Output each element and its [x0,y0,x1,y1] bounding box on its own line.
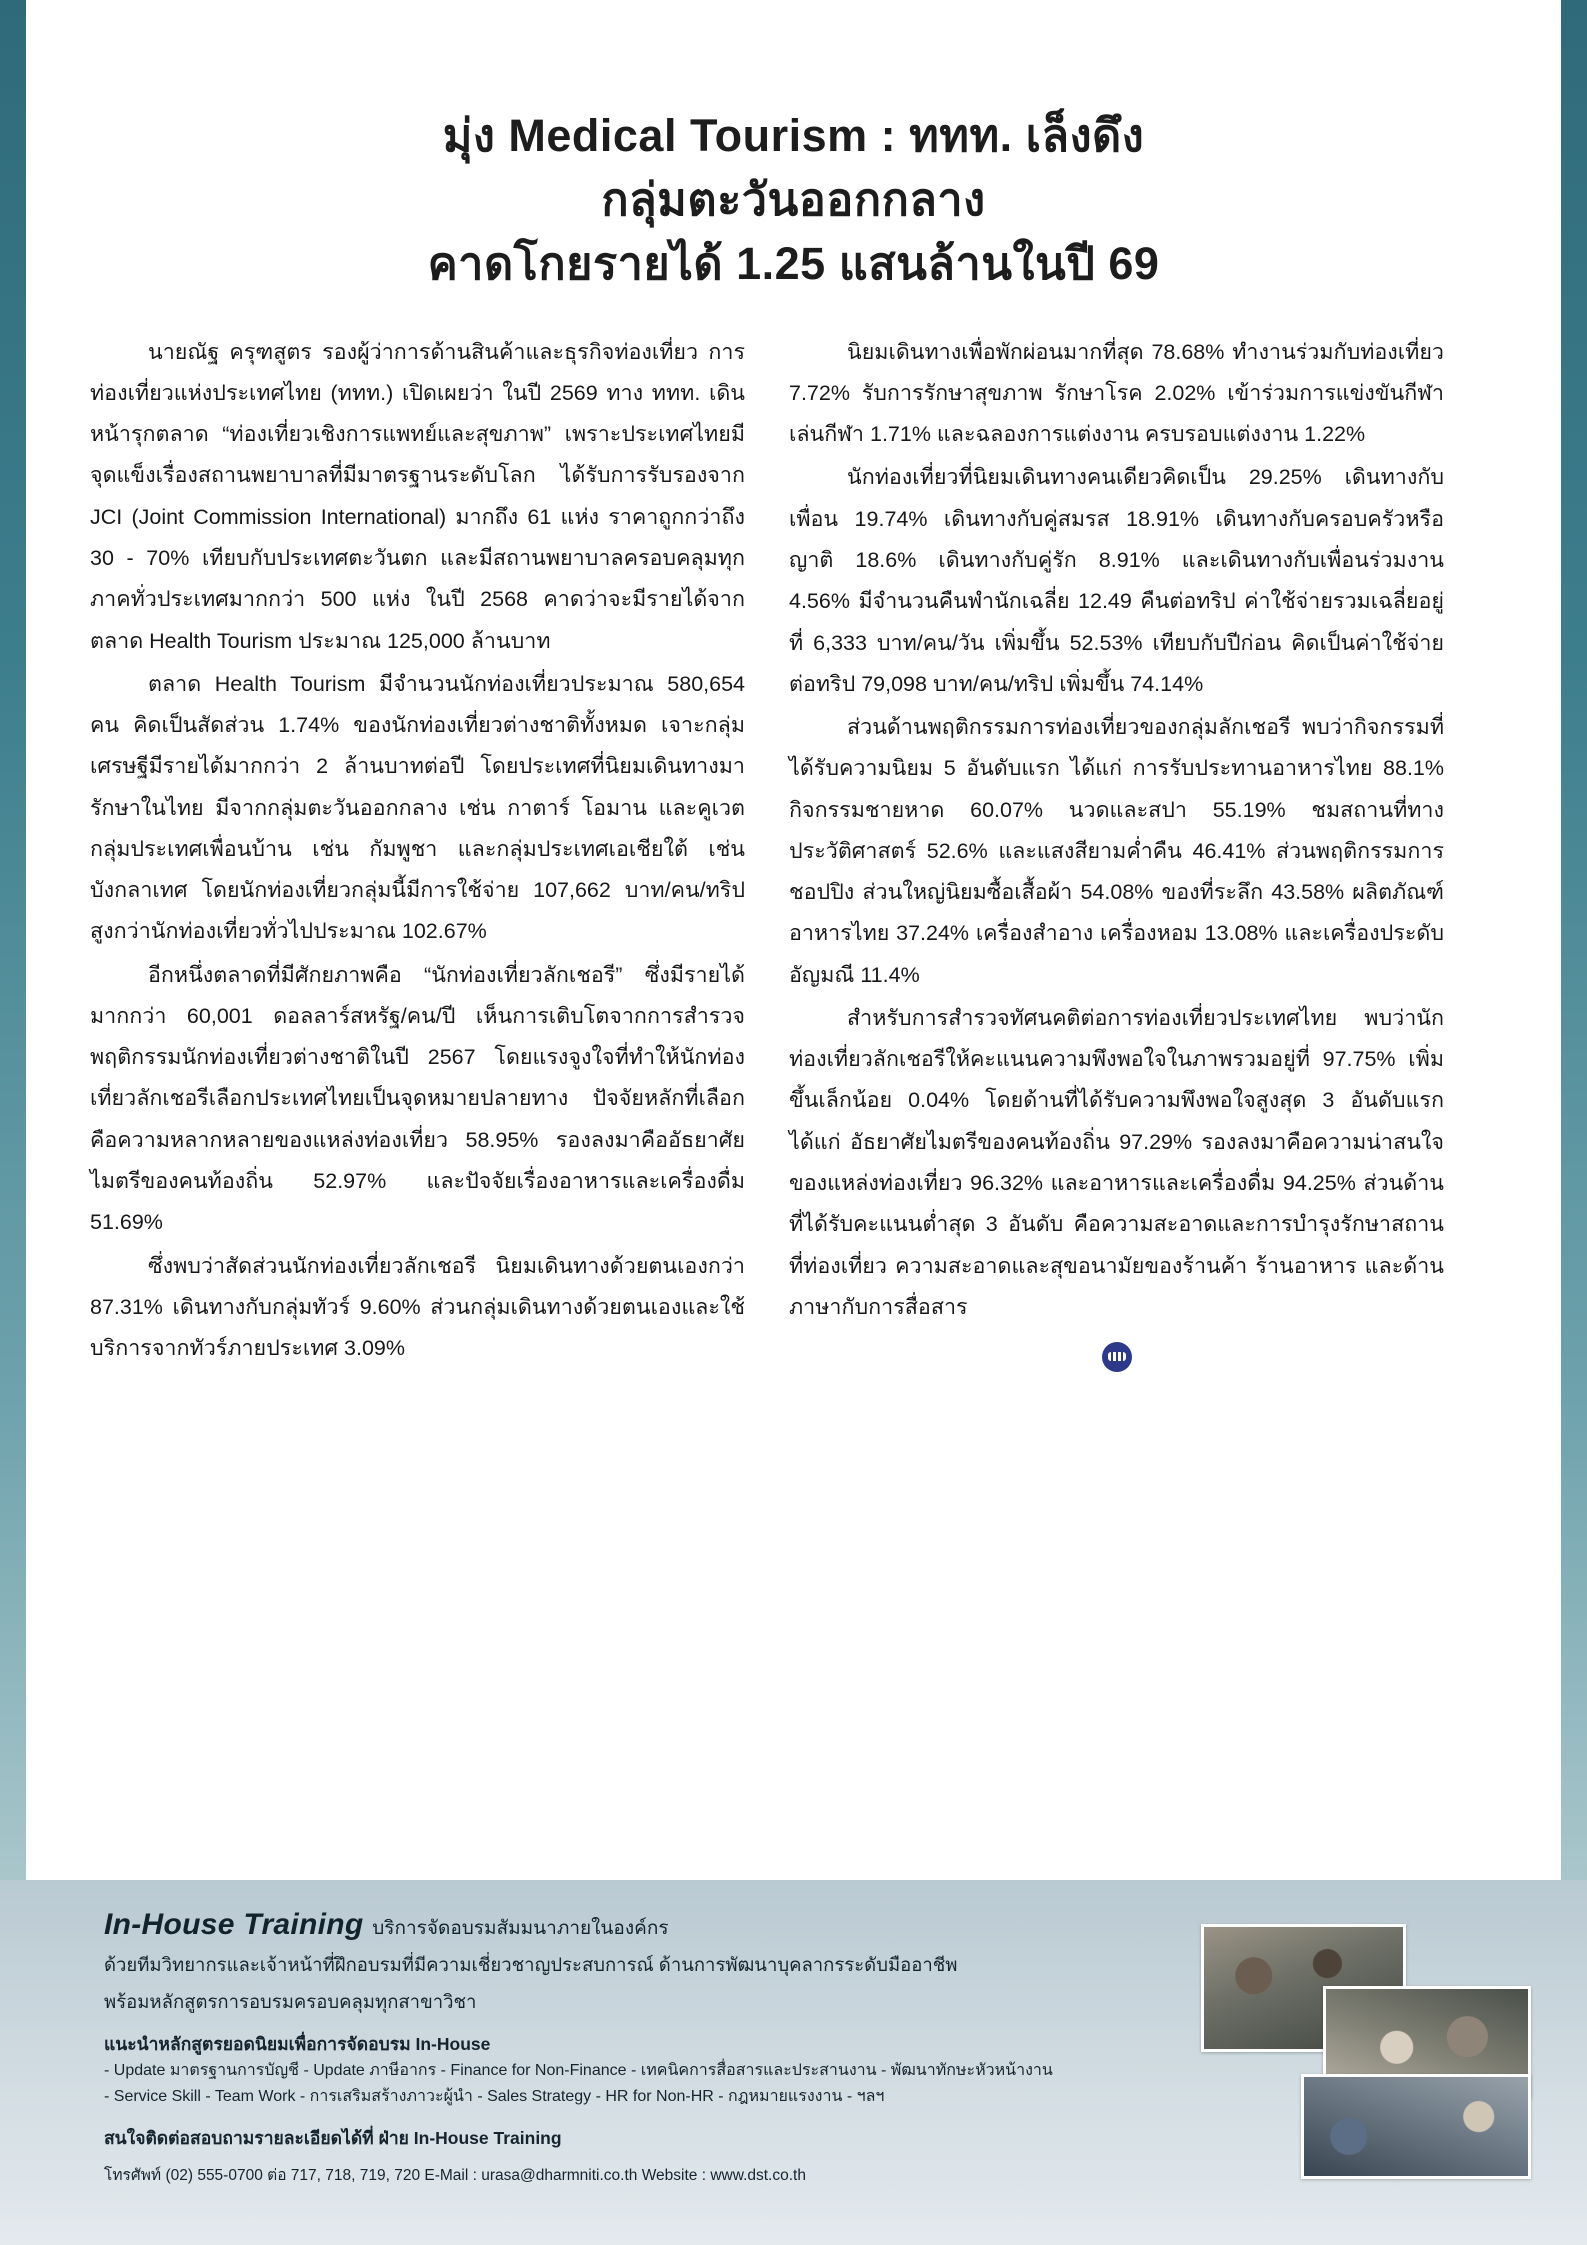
decorative-right-band [1561,0,1587,1880]
article-page [26,0,1561,1880]
paragraph: สำหรับการสำรวจทัศนคติต่อการท่องเที่ยวประเทศไทย พบว่านักท่องเที่ยวลักเชอรีให้คะแนนความพึงพอใจในภาพรวมอยู่ที่ 97.75% เพิ่มขึ้นเล็กน้อย 0.04% โดยด้านที่ได้รับความพึงพอใจสูงสุด 3 อันดับแรก ได้แก่ อัธยาศัยไมตรีของคนท้องถิ่น 97.29% รองลงมาคือความน่าสนใจของแหล่งท่องเที่ยว 96.32% และอาหารและเครื่องดื่ม 94.25% ส่วนด้านที่ได้รับคะแนนต่ำสุด 3 อันดับ คือความสะอาดและการบำรุงรักษาสถานที่ท่องเที่ยว ความสะอาดและสุขอนามัยของร้านค้า ร้านอาหาร และด้านภาษากับการสื่อสาร [789,1005,1444,1319]
footer-advertisement [0,1880,1587,2245]
paragraph: นายณัฐ ครุฑสูตร รองผู้ว่าการด้านสินค้าและธุรกิจท่องเที่ยว การท่องเที่ยวแห่งประเทศไทย (ททท.) เปิดเผยว่า ในปี 2569 ทาง ททท. เดินหน้ารุกตลาด “ท่องเที่ยวเชิงการแพทย์และสุขภาพ” เพราะประเทศไทยมีจุดแข็งเรื่องสถานพยาบาลที่มีมาตรฐานระดับโลก ได้รับการรับรองจาก JCI (Joint Commission International) มากถึง 61 แห่ง ราคาถูกกว่าถึง 30 - 70% เทียบกับประเทศตะวันตก และมีสถานพยาบาลครอบคลุมทุกภาคทั่วประเทศมากกว่า 500 แห่ง ในปี 2568 คาดว่าจะมีรายได้จากตลาด Health Tourism ประมาณ 125,000 ล้านบาท [90,339,745,653]
paragraph: นักท่องเที่ยวที่นิยมเดินทางคนเดียวคิดเป็น 29.25% เดินทางกับเพื่อน 19.74% เดินทางกับคู่สมรส 18.91% เดินทางกับครอบครัวหรือญาติ 18.6% เดินทางกับคู่รัก 8.91% และเดินทางกับเพื่อนร่วมงาน 4.56% มีจำนวนคืนพำนักเฉลี่ย 12.49 คืนต่อทริป ค่าใช้จ่ายรวมเฉลี่ยอยู่ที่ 6,333 บาท/คน/วัน เพิ่มขึ้น 52.53% เทียบกับปีก่อน คิดเป็นค่าใช้จ่ายต่อทริป 79,098 บาท/คน/ทริป เพิ่มขึ้น 74.14% [789,465,1444,696]
article-column-left [90,332,745,1372]
paragraph: ตลาด Health Tourism มีจำนวนนักท่องเที่ยวประมาณ 580,654 คน คิดเป็นสัดส่วน 1.74% ของนักท่องเที่ยวต่างชาติทั้งหมด เจาะกลุ่มเศรษฐีมีรายได้มากกว่า 2 ล้านบาทต่อปี โดยประเทศที่นิยมเดินทางมารักษาในไทย มีจากกลุ่มตะวันออกกลาง เช่น กาตาร์ โอมาน และคูเวต กลุ่มประเทศเพื่อนบ้าน เช่น กัมพูชา และกลุ่มประเทศเอเชียใต้ เช่น บังกลาเทศ โดยนักท่องเที่ยวกลุ่มนี้มีการใช้จ่าย 107,662 บาท/คน/ทริป สูงกว่านักท่องเที่ยวทั่วไปประมาณ 102.67% [90,671,745,944]
ad-course-list-line-1: - Update มาตรฐานการบัญชี - Update ภาษีอากร - Finance for Non-Finance - เทคนิคการสื่อสารและประสานงาน - พัฒนาทักษะหัวหน้างาน [104,2062,1053,2080]
headline [26,0,1561,296]
end-of-article-mark-icon [1102,1342,1132,1372]
ad-title-main: In-House Training [104,1908,364,1941]
article-column-right [789,332,1444,1372]
ad-title-subtitle: บริการจัดอบรมสัมมนาภายในองค์กร [372,1918,669,1939]
ad-recommend-heading: แนะนำหลักสูตรยอดนิยมเพื่อการจัดอบรม In-House [104,2034,491,2055]
article-body [26,296,1561,1372]
ad-description-line-2: พร้อมหลักสูตรการอบรมครอบคลุมทุกสาขาวิชา [104,1990,477,2012]
ad-description-line-1: ด้วยทีมวิทยากรและเจ้าหน้าที่ฝึกอบรมที่มีความเชี่ยวชาญประสบการณ์ ด้านการพัฒนาบุคลากรระดับมืออาชีพ [104,1954,958,1975]
headline-line-1: มุ่ง Medical Tourism : ททท. เล็งดึง [442,110,1145,161]
ad-course-list-line-2: - Service Skill - Team Work - การเสริมสร้างภาวะผู้นำ - Sales Strategy - HR for Non-HR - กฎหมายแรงงาน - ฯลฯ [104,2088,885,2106]
training-photo-3 [1301,2074,1531,2179]
paragraph: อีกหนึ่งตลาดที่มีศักยภาพคือ “นักท่องเที่ยวลักเชอรี” ซึ่งมีรายได้มากกว่า 60,001 ดอลลาร์สหรัฐ/คน/ปี เห็นการเติบโตจากการสำรวจพฤติกรรมนักท่องเที่ยวต่างชาติในปี 2567 โดยแรงจูงใจที่ทำให้นักท่องเที่ยวลักเชอรีเลือกประเทศไทยเป็นจุดหมายปลายทาง ปัจจัยหลักที่เลือกคือความหลากหลายของแหล่งท่องเที่ยว 58.95% รองลงมาคืออัธยาศัยไมตรีของคนท้องถิ่น 52.97% และปัจจัยเรื่องอาหารและเครื่องดื่ม 51.69% [90,962,745,1235]
headline-line-3: คาดโกยรายได้ 1.25 แสนล้านในปี 69 [427,237,1160,289]
paragraph: นิยมเดินทางเพื่อพักผ่อนมากที่สุด 78.68% ทำงานร่วมกับท่องเที่ยว 7.72% รับการรักษาสุขภาพ รักษาโรค 2.02% เข้าร่วมการแข่งขันกีฬา เล่นกีฬา 1.71% และฉลองการแต่งงาน ครบรอบแต่งงาน 1.22% [789,339,1444,447]
headline-line-2: กลุ่มตะวันออกกลาง [601,173,986,225]
paragraph: ส่วนด้านพฤติกรรมการท่องเที่ยวของกลุ่มลักเชอรี พบว่ากิจกรรมที่ได้รับความนิยม 5 อันดับแรก ได้แก่ การรับประทานอาหารไทย 88.1% กิจกรรมชายหาด 60.07% นวดและสปา 55.19% ชมสถานที่ทางประวัติศาสตร์ 52.6% และแสงสียามค่ำคืน 46.41% ส่วนพฤติกรรมการชอปปิง ส่วนใหญ่นิยมซื้อเสื้อผ้า 54.08% ของที่ระลึก 43.58% ผลิตภัณฑ์อาหารไทย 37.24% เครื่องสำอาง เครื่องหอม 13.08% และเครื่องประดับ อัญมณี 11.4% [789,715,1444,987]
decorative-left-band [0,0,26,1880]
ad-photo-collage [1201,1924,1531,2179]
paragraph: ซึ่งพบว่าสัดส่วนนักท่องเที่ยวลักเชอรี นิยมเดินทางด้วยตนเองกว่า 87.31% เดินทางกับกลุ่มทัวร์ 9.60% ส่วนกลุ่มเดินทางด้วยตนเองและใช้บริการจากทัวร์ภายประเทศ 3.09% [90,1253,745,1361]
ad-contact-info: โทรศัพท์ (02) 555-0700 ต่อ 717, 718, 719, 720 E-Mail : urasa@dharmniti.co.th Website : www.dst.co.th [104,2167,806,2185]
ad-call-to-action: สนใจติดต่อสอบถามรายละเอียดได้ที่ ฝ่าย In-House Training [104,2128,562,2149]
